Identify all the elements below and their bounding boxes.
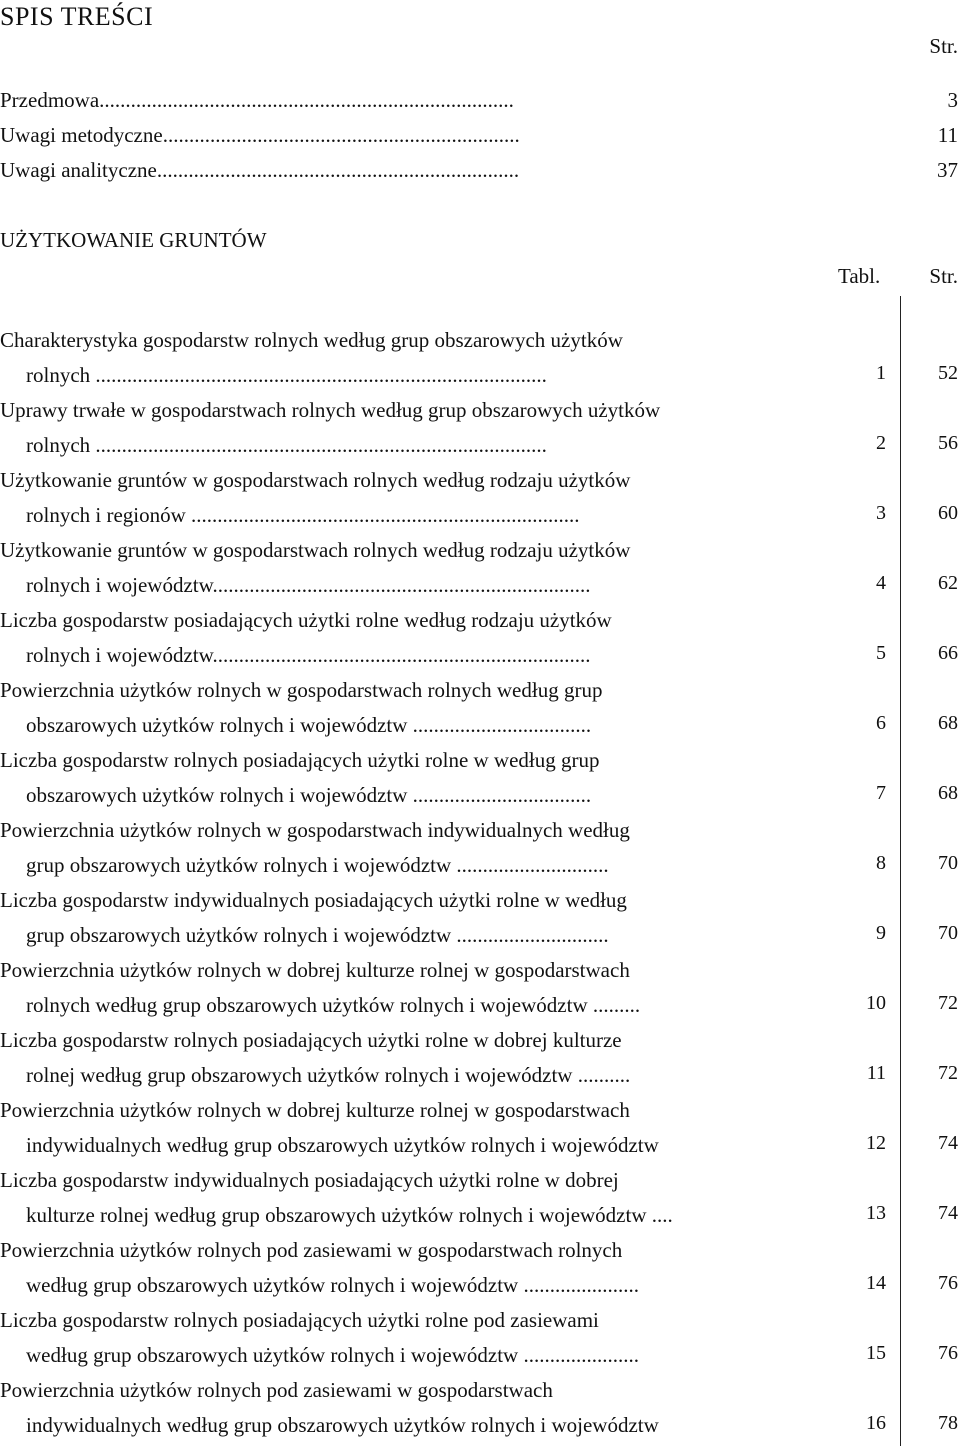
page-number: 62 bbox=[938, 572, 958, 594]
entry-label: indywidualnych według grup obszarowych użytków rolnych i województw bbox=[26, 1133, 659, 1157]
dot-leader: ...................................................................................... bbox=[90, 363, 547, 387]
page-column-header: Str. bbox=[929, 264, 958, 288]
entry-title-line-2 bbox=[26, 1203, 673, 1228]
table-number: 7 bbox=[876, 782, 886, 804]
entry-title-line-2 bbox=[26, 713, 591, 738]
table-number: 8 bbox=[876, 852, 886, 874]
entry-title-line-1: Powierzchnia użytków rolnych w dobrej kulturze rolnej w gospodarstwach bbox=[0, 958, 630, 982]
entry-title-line-1: Powierzchnia użytków rolnych w dobrej kulturze rolnej w gospodarstwach bbox=[0, 1098, 630, 1122]
toc-entry-preface[interactable] bbox=[0, 88, 514, 113]
dot-leader: ..................................................................... bbox=[156, 158, 520, 182]
entry-title-line-1: Użytkowanie gruntów w gospodarstwach rolnych według rodzaju użytków bbox=[0, 468, 631, 492]
page-number: 11 bbox=[937, 123, 958, 147]
column-divider bbox=[900, 296, 901, 1446]
entry-title-line-2 bbox=[26, 993, 640, 1018]
dot-leader: ...................................................................................... bbox=[90, 433, 547, 457]
entry-label: Przedmowa bbox=[0, 88, 100, 112]
entry-title-line-1: Powierzchnia użytków rolnych pod zasiewami w gospodarstwach rolnych bbox=[0, 1238, 623, 1262]
entry-label: Uwagi analityczne bbox=[0, 158, 157, 182]
entry-label: indywidualnych według grup obszarowych użytków rolnych i województw bbox=[26, 1413, 659, 1437]
page-number: 74 bbox=[938, 1132, 958, 1154]
dot-leader: .................................. bbox=[407, 783, 592, 807]
table-number: 4 bbox=[876, 572, 886, 594]
entry-label: rolnej według grup obszarowych użytków rolnych i województw bbox=[26, 1063, 573, 1087]
entry-title-line-1: Liczba gospodarstw posiadających użytki rolne według rodzaju użytków bbox=[0, 608, 612, 632]
dot-leader: ......... bbox=[587, 993, 641, 1017]
dot-leader: ............................................................................... bbox=[99, 88, 514, 112]
toc-entry-analysis[interactable] bbox=[0, 158, 519, 183]
dot-leader: ............................. bbox=[451, 923, 609, 947]
table-number: 16 bbox=[866, 1412, 886, 1434]
entry-title-line-1: Liczba gospodarstw indywidualnych posiadających użytki rolne w dobrej bbox=[0, 1168, 619, 1192]
page-number: 78 bbox=[938, 1412, 958, 1434]
page-title: SPIS TREŚCI bbox=[0, 2, 154, 31]
entry-title-line-1: Uprawy trwałe w gospodarstwach rolnych według grup obszarowych użytków bbox=[0, 398, 661, 422]
section-title: UŻYTKOWANIE GRUNTÓW bbox=[0, 228, 267, 252]
page-column-header: Str. bbox=[929, 34, 958, 58]
dot-leader: .................................. bbox=[407, 713, 592, 737]
page-number: 3 bbox=[947, 88, 958, 112]
entry-label: według grup obszarowych użytków rolnych i województw bbox=[26, 1273, 519, 1297]
entry-title-line-1: Liczba gospodarstw rolnych posiadających użytki rolne pod zasiewami bbox=[0, 1308, 599, 1332]
table-number: 10 bbox=[866, 992, 886, 1014]
page-number: 72 bbox=[938, 1062, 958, 1084]
table-number: 9 bbox=[876, 922, 886, 944]
table-number: 12 bbox=[866, 1132, 886, 1154]
page-number: 76 bbox=[938, 1272, 958, 1294]
page-number: 37 bbox=[937, 158, 958, 182]
page-number: 70 bbox=[938, 922, 958, 944]
table-number: 1 bbox=[876, 362, 886, 384]
table-number: 2 bbox=[876, 432, 886, 454]
entry-title-line-2 bbox=[26, 1063, 630, 1088]
page-number: 68 bbox=[938, 782, 958, 804]
dot-leader: ...................... bbox=[518, 1343, 639, 1367]
entry-title-line-1: Powierzchnia użytków rolnych w gospodarstwach indywidualnych według bbox=[0, 818, 630, 842]
entry-label: rolnych i województw bbox=[26, 643, 213, 667]
table-number: 5 bbox=[876, 642, 886, 664]
page-number: 72 bbox=[938, 992, 958, 1014]
entry-label: rolnych bbox=[26, 433, 91, 457]
page-number: 74 bbox=[938, 1202, 958, 1224]
entry-label: rolnych i regionów bbox=[26, 503, 186, 527]
entry-label: rolnych i województw bbox=[26, 573, 213, 597]
entry-title-line-1: Liczba gospodarstw indywidualnych posiadających użytki rolne w według bbox=[0, 888, 627, 912]
entry-title-line-2 bbox=[26, 643, 590, 668]
entry-title-line-1: Powierzchnia użytków rolnych w gospodarstwach rolnych według grup bbox=[0, 678, 603, 702]
table-column-header: Tabl. bbox=[838, 264, 881, 288]
entry-title-line-1: Liczba gospodarstw rolnych posiadających użytki rolne w według grup bbox=[0, 748, 600, 772]
dot-leader: ........................................................................ bbox=[212, 573, 591, 597]
page-number: 70 bbox=[938, 852, 958, 874]
entry-label: według grup obszarowych użytków rolnych i województw bbox=[26, 1343, 519, 1367]
entry-title-line-2 bbox=[26, 573, 590, 598]
entry-title-line-2 bbox=[26, 503, 580, 528]
table-number: 14 bbox=[866, 1272, 886, 1294]
entry-label: obszarowych użytków rolnych i województw bbox=[26, 713, 408, 737]
entry-title-line-2 bbox=[26, 783, 591, 808]
entry-title-line-2 bbox=[26, 853, 609, 878]
entry-title-line-2 bbox=[26, 1413, 659, 1438]
table-number: 6 bbox=[876, 712, 886, 734]
entry-title-line-2 bbox=[26, 363, 547, 388]
page-number: 66 bbox=[938, 642, 958, 664]
page-number: 52 bbox=[938, 362, 958, 384]
page-number: 60 bbox=[938, 502, 958, 524]
entry-title-line-1: Powierzchnia użytków rolnych pod zasiewami w gospodarstwach bbox=[0, 1378, 553, 1402]
entry-label: grup obszarowych użytków rolnych i województw bbox=[26, 853, 452, 877]
entry-label: obszarowych użytków rolnych i województw bbox=[26, 783, 408, 807]
entry-label: grup obszarowych użytków rolnych i województw bbox=[26, 923, 452, 947]
dot-leader: ........................................................................ bbox=[212, 643, 591, 667]
page-number: 76 bbox=[938, 1342, 958, 1364]
entry-title-line-2 bbox=[26, 1133, 659, 1158]
dot-leader: ............................. bbox=[451, 853, 609, 877]
table-number: 3 bbox=[876, 502, 886, 524]
entry-label: rolnych według grup obszarowych użytków rolnych i województw bbox=[26, 993, 588, 1017]
entry-label: Uwagi metodyczne bbox=[0, 123, 163, 147]
dot-leader: .................................................................... bbox=[162, 123, 520, 147]
entry-title-line-1: Użytkowanie gruntów w gospodarstwach rolnych według rodzaju użytków bbox=[0, 538, 631, 562]
entry-title-line-2 bbox=[26, 1273, 639, 1298]
table-number: 13 bbox=[866, 1202, 886, 1224]
entry-label: rolnych bbox=[26, 363, 91, 387]
page-number: 68 bbox=[938, 712, 958, 734]
dot-leader: .... bbox=[646, 1203, 673, 1227]
entry-title-line-2 bbox=[26, 1343, 639, 1368]
dot-leader: ...................... bbox=[518, 1273, 639, 1297]
entry-title-line-1: Charakterystyka gospodarstw rolnych według grup obszarowych użytków bbox=[0, 328, 623, 352]
table-number: 11 bbox=[866, 1062, 886, 1084]
entry-label: kulturze rolnej według grup obszarowych użytków rolnych i województw bbox=[26, 1203, 647, 1227]
entry-title-line-1: Liczba gospodarstw rolnych posiadających użytki rolne w dobrej kulturze bbox=[0, 1028, 622, 1052]
table-number: 15 bbox=[866, 1342, 886, 1364]
dot-leader: .......... bbox=[572, 1063, 631, 1087]
entry-title-line-2 bbox=[26, 923, 609, 948]
toc-entry-methodology[interactable] bbox=[0, 123, 520, 148]
entry-title-line-2 bbox=[26, 433, 547, 458]
dot-leader: .......................................................................... bbox=[185, 503, 580, 527]
page-number: 56 bbox=[938, 432, 958, 454]
